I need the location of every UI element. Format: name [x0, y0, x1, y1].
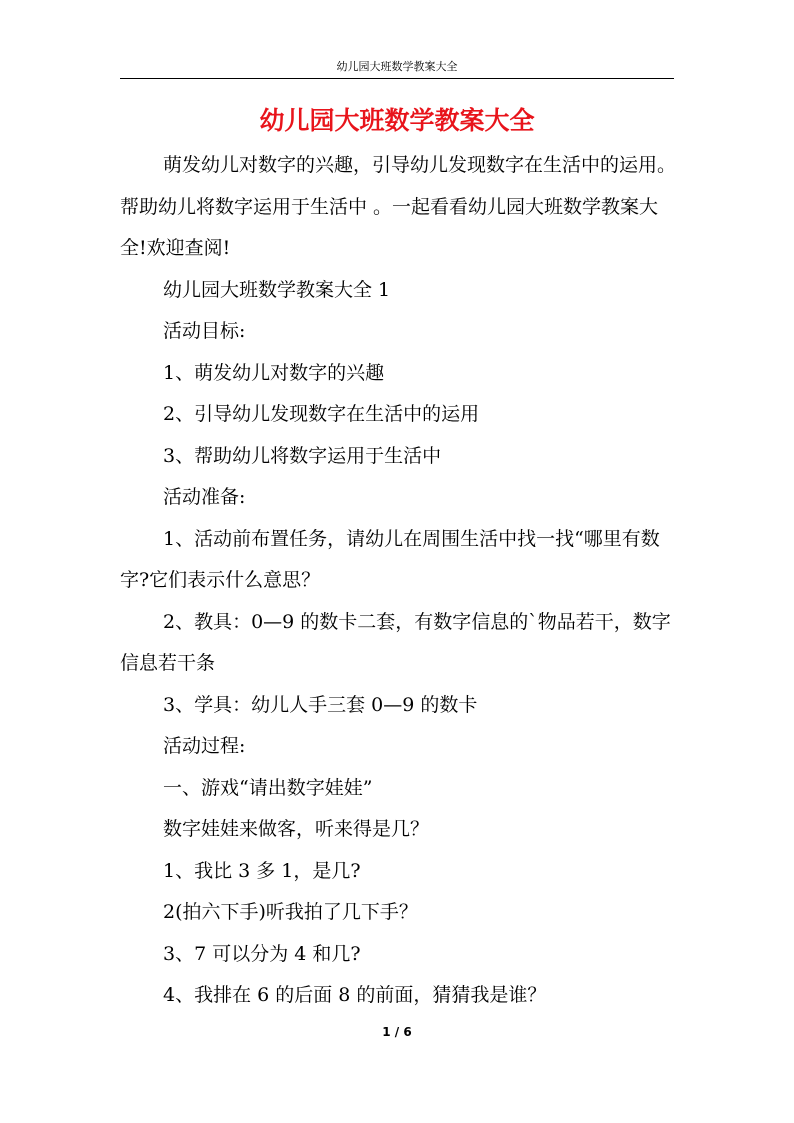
process-text: 数字娃娃来做客，听来得是几？ [163, 818, 430, 840]
goal-item: 2、引导幼儿发现数字在生活中的运用 [163, 403, 480, 425]
preparation-item: 3、学具：幼儿人手三套 0—9 的数卡 [163, 693, 478, 716]
question-item: 2(拍六下手)听我拍了几下手？ [163, 901, 418, 923]
preparation-item: 1、活动前布置任务，请幼儿在周围生活中找一找“哪里有数字?它们表示什么意思？ [120, 527, 660, 591]
process-step: 一、游戏“请出数字娃娃” [163, 776, 373, 799]
preparation-item: 2、教具：0—9 的数卡二套，有数字信息的`物品若干，数字信息若干条 [120, 610, 671, 674]
page-number: 1 / 6 [382, 1025, 412, 1039]
goal-item: 3、帮助幼儿将数字运用于生活中 [163, 444, 442, 467]
document-title: 幼儿园大班数学教案大全 [259, 106, 535, 135]
question-item: 4、我排在 6 的后面 8 的前面，猜猜我是谁？ [163, 984, 547, 1006]
question-item: 1、我比 3 多 1，是几? [163, 859, 361, 882]
subheading-goals: 活动目标: [163, 320, 246, 342]
running-header: 幼儿园大班数学教案大全 [336, 60, 458, 73]
goal-item: 1、萌发幼儿对数字的兴趣 [163, 361, 385, 384]
subheading-process: 活动过程: [163, 735, 246, 757]
intro-paragraph: 萌发幼儿对数字的兴趣，引导幼儿发现数字在生活中的运用。帮助幼儿将数字运用于生活中 。一起看看幼儿园大班数学教案大全!欢迎查阅! [120, 154, 677, 259]
header-divider [120, 78, 674, 79]
document-body [120, 145, 676, 1017]
question-item: 3、7 可以分为 4 和几? [163, 942, 361, 965]
subheading-preparation: 活动准备: [163, 486, 246, 508]
section-heading: 幼儿园大班数学教案大全 1 [163, 278, 391, 301]
